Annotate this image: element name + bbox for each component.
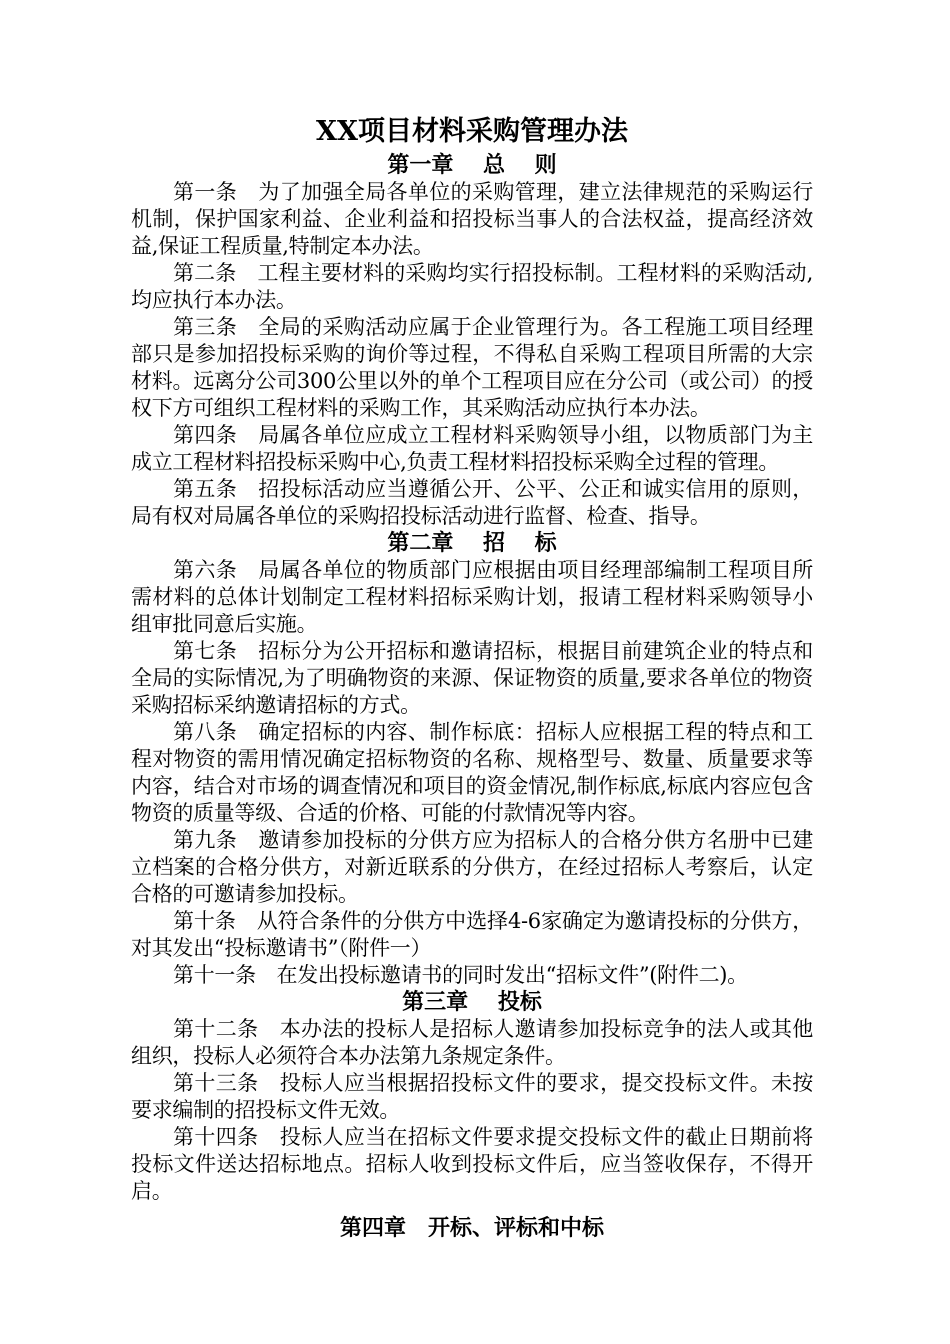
- chapter-heading: 第二章 招 标: [387, 530, 557, 556]
- article-2: 第二条 工程主要材料的采购均实行招投标制。工程材料的采购活动,均应执行本办法。: [131, 261, 813, 312]
- article-8: 第八条 确定招标的内容、制作标底：招标人应根据工程的特点和工程对物资的需用情况确定招标物资的名称、规格型号、数量、质量要求等内容，结合对市场的调查情况和项目的资金情况,制作标底,标底内容应包含物资的质量等级、合适的价格、可能的付款情况等内容。: [131, 720, 813, 825]
- chapter-1: [131, 152, 813, 530]
- article-10: 第十条 从符合条件的分供方中选择4-6家确定为邀请投标的分供方，对其发出“投标邀请书”（附件一）: [131, 909, 813, 960]
- article-11: 第十一条 在发出投标邀请书的同时发出“招标文件”(附件二)。: [173, 963, 748, 987]
- chapter-heading: 第三章 投标: [402, 989, 542, 1015]
- chapter-3: [131, 989, 813, 1205]
- article-9: 第九条 邀请参加投标的分供方应为招标人的合格分供方名册中已建立档案的合格分供方，对新近联系的分供方，在经过招标人考察后，认定合格的可邀请参加投标。: [131, 828, 813, 906]
- chapter-4: [131, 1215, 813, 1242]
- article-12: 第十二条 本办法的投标人是招标人邀请参加投标竞争的法人或其他组织，投标人必须符合本办法第九条规定条件。: [131, 1017, 813, 1068]
- article-13: 第十三条 投标人应当根据招投标文件的要求，提交投标文件。未按要求编制的招投标文件无效。: [131, 1071, 813, 1122]
- article-7: 第七条 招标分为公开招标和邀请招标，根据目前建筑企业的特点和全局的实际情况,为了明确物资的来源、保证物资的质量,要求各单位的物资采购招标采纳邀请招标的方式。: [131, 639, 813, 717]
- article-3: 第三条 全局的采购活动应属于企业管理行为。各工程施工项目经理部只是参加招投标采购的询价等过程，不得私自采购工程项目所需的大宗材料。远离分公司300公里以外的单个工程项目应在分公司（或公司）的授权下方可组织工程材料的采购工作，其采购活动应执行本办法。: [131, 315, 813, 420]
- chapter-heading: 第一章 总 则: [387, 152, 557, 178]
- article-1: 第一条 为了加强全局各单位的采购管理，建立法律规范的采购运行机制，保护国家利益、企业利益和招投标当事人的合法权益，提高经济效益,保证工程质量,特制定本办法。: [131, 180, 813, 258]
- chapter-2: [131, 530, 813, 989]
- article-6: 第六条 局属各单位的物质部门应根据由项目经理部编制工程项目所需材料的总体计划制定工程材料招标采购计划，报请工程材料采购领导小组审批同意后实施。: [131, 558, 813, 636]
- document-title: XX项目材料采购管理办法: [316, 116, 628, 147]
- article-5: 第五条 招投标活动应当遵循公开、公平、公正和诚实信用的原则，局有权对局属各单位的采购招投标活动进行监督、检查、指导。: [131, 477, 813, 528]
- article-14: 第十四条 投标人应当在招标文件要求提交投标文件的截止日期前将投标文件送达招标地点。招标人收到投标文件后，应当签收保存，不得开启。: [131, 1125, 813, 1203]
- chapter-heading: 第四章 开标、评标和中标: [339, 1215, 604, 1241]
- document-page: [131, 112, 813, 1242]
- article-4: 第四条 局属各单位应成立工程材料采购领导小组，以物质部门为主成立工程材料招投标采购中心,负责工程材料招投标采购全过程的管理。: [131, 423, 813, 474]
